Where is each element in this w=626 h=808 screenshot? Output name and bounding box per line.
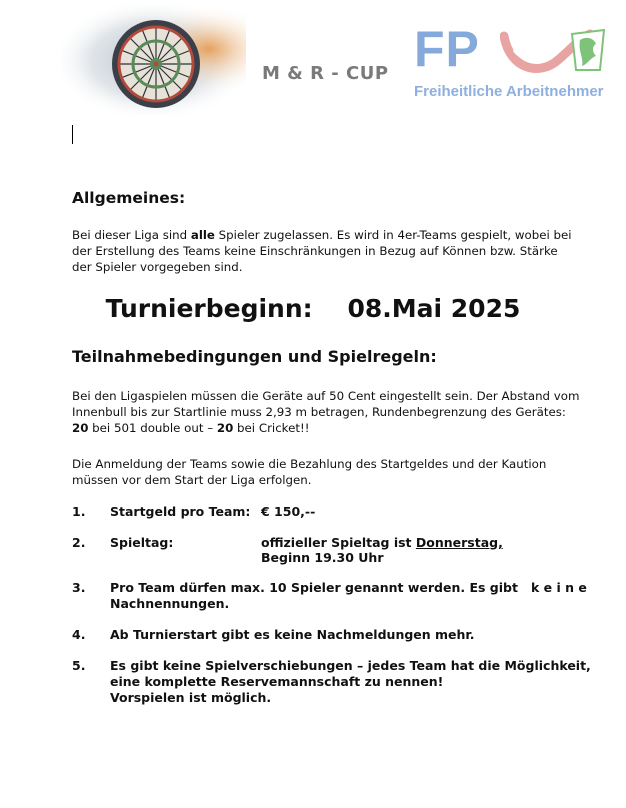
list-item-1-value: € 150,-- bbox=[261, 504, 316, 519]
rules-heading: Teilnahmebedingungen und Spielregeln: bbox=[72, 347, 437, 366]
list-item-5-number: 5. bbox=[72, 658, 86, 673]
general-bold-all: alle bbox=[190, 228, 215, 242]
cup-title: M & R - CUP bbox=[262, 63, 389, 84]
list-item-1-label: Startgeld pro Team: bbox=[110, 504, 251, 519]
rules-paragraph-line-2: Innenbull bis zur Startlinie muss 2,93 m betragen, Rundenbegrenzung des Gerätes: bbox=[72, 405, 566, 419]
list-item-2-label: Spieltag: bbox=[110, 535, 174, 550]
tournament-start-label: Turnierbeginn: bbox=[105, 294, 313, 323]
general-paragraph-line-1: Bei dieser Liga sind alle Spieler zugelassen. Es wird in 4er-Teams gespielt, wobei bei bbox=[72, 228, 572, 242]
weekday-underlined: Donnerstag, bbox=[415, 535, 503, 550]
tournament-start-date: 08.Mai 2025 bbox=[347, 294, 521, 323]
list-item-3-line-2: Nachnennungen. bbox=[110, 596, 230, 611]
rules-paragraph-line-3: 20 bei 501 double out – 20 bei Cricket!! bbox=[72, 421, 310, 435]
general-paragraph-line-2: der Erstellung des Teams keine Einschränkungen in Bezug auf Können bzw. Stärke bbox=[72, 244, 558, 258]
text-cursor bbox=[72, 125, 73, 144]
general-paragraph-line-3: der Spieler vorgegeben sind. bbox=[72, 260, 243, 274]
rules-paragraph-line-1: Bei den Ligaspielen müssen die Geräte auf 50 Cent eingestellt sein. Der Abstand vom bbox=[72, 389, 580, 403]
dartboard-logo-image bbox=[60, 4, 246, 116]
list-item-1-number: 1. bbox=[72, 504, 86, 519]
list-item-3-line-1: Pro Team dürfen max. 10 Spieler genannt werden. Es gibt k e i n e bbox=[110, 580, 587, 595]
list-item-5-line-1: Es gibt keine Spielverschiebungen – jedes Team hat die Möglichkeit, bbox=[110, 658, 591, 673]
list-item-2-number: 2. bbox=[72, 535, 86, 550]
tournament-start bbox=[0, 294, 626, 323]
list-item-2-value: offizieller Spieltag ist Donnerstag, bbox=[261, 535, 503, 550]
registration-paragraph-line-2: müssen vor dem Start der Liga erfolgen. bbox=[72, 473, 312, 487]
list-item-4-line-1: Ab Turnierstart gibt es keine Nachmeldungen mehr. bbox=[110, 627, 475, 642]
fpoe-logo-subtitle: Freiheitliche Arbeitnehmer bbox=[414, 83, 604, 100]
registration-paragraph-line-1: Die Anmeldung der Teams sowie die Bezahlung des Startgeldes und der Kaution bbox=[72, 457, 547, 471]
fpoe-logo-letters: FP bbox=[414, 21, 480, 77]
fpoe-swoosh-eagle-icon bbox=[500, 26, 610, 78]
list-item-5-line-2: eine komplette Reservemannschaft zu nennen! bbox=[110, 674, 444, 689]
list-item-4-number: 4. bbox=[72, 627, 86, 642]
general-heading: Allgemeines: bbox=[72, 189, 186, 207]
list-item-5-line-3: Vorspielen ist möglich. bbox=[110, 690, 272, 705]
list-item-3-number: 3. bbox=[72, 580, 86, 595]
list-item-2-value-line-2: Beginn 19.30 Uhr bbox=[261, 550, 384, 565]
